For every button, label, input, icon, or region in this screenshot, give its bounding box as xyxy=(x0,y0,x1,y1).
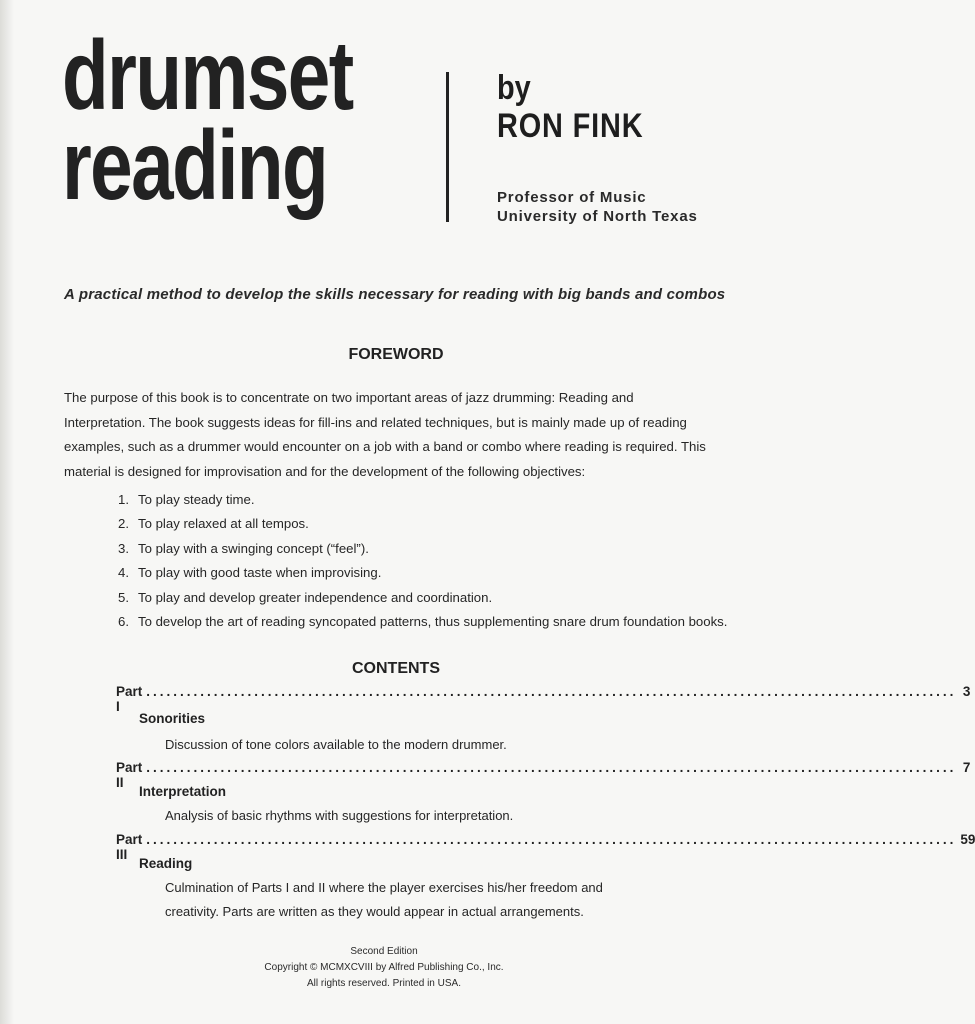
title-divider xyxy=(446,72,449,222)
copyright-footer xyxy=(0,944,768,992)
affiliation-title: Professor of Music xyxy=(497,189,647,206)
toc-subtitle: Sonorities xyxy=(139,711,206,726)
page-binding-shadow xyxy=(0,0,14,1024)
contents-heading: CONTENTS xyxy=(352,660,440,677)
toc-page-number: 7 xyxy=(962,760,971,775)
author-name: RON FINK xyxy=(497,107,644,145)
objective-number: 6. xyxy=(118,614,129,630)
title-line-2: reading xyxy=(62,110,328,220)
list-item xyxy=(118,512,727,536)
toc-subtitle: Reading xyxy=(139,856,193,871)
objective-text: To play and develop greater independence and coordination. xyxy=(138,589,493,605)
list-item xyxy=(118,586,727,610)
by-label: by xyxy=(497,69,531,107)
toc-leader-dots: ........................................................................................................................ xyxy=(146,832,957,847)
objective-text: To play steady time. xyxy=(138,492,255,507)
list-item xyxy=(118,488,727,512)
toc-page-number: 59 xyxy=(960,832,975,847)
title-line-1: drumset xyxy=(62,20,353,130)
book-subtitle: A practical method to develop the skills necessary for reading with big bands and combos xyxy=(64,286,726,303)
objective-number: 1. xyxy=(118,492,129,507)
toc-description-continued: creativity. Parts are written as they would appear in actual arrangements. xyxy=(165,904,584,919)
toc-part-label: Part III xyxy=(116,832,143,862)
toc-subtitle: Interpretation xyxy=(139,784,227,799)
objective-text: To play with good taste when improvising. xyxy=(138,565,382,581)
list-item xyxy=(118,561,727,585)
author-affiliation xyxy=(497,188,698,226)
affiliation-institution: University of North Texas xyxy=(497,208,698,225)
rights-text: All rights reserved. Printed in USA. xyxy=(307,978,461,989)
foreword-heading: FOREWORD xyxy=(348,346,444,363)
objective-text: To develop the art of reading syncopated patterns, thus supplementing snare drum foundation books. xyxy=(138,614,728,630)
toc-leader-dots: ........................................................................................................................ xyxy=(146,684,957,699)
toc-part-label: Part II xyxy=(116,760,143,790)
foreword-paragraph: The purpose of this book is to concentrate on two important areas of jazz drumming: Reading and Interpretation. The book suggests ideas for fill-ins and related techniques, but is mainly made up of reading examples, such as a drummer would encounter on a job with a band or combo where reading is required. This material is designed for improvisation and for the development of the following objectives: xyxy=(64,390,706,479)
objective-number: 3. xyxy=(118,540,129,556)
toc-page-number: 3 xyxy=(962,684,971,699)
objective-number: 4. xyxy=(118,565,129,581)
toc-entry-part-1[interactable] xyxy=(116,684,971,714)
objective-text: To play with a swinging concept (“feel”). xyxy=(138,540,369,556)
edition-text: Second Edition xyxy=(350,946,418,957)
copyright-text: Copyright © MCMXCVIII by Alfred Publishing Co., Inc. xyxy=(264,962,504,973)
objective-text: To play relaxed at all tempos. xyxy=(138,516,309,532)
toc-description: Culmination of Parts I and II where the player exercises his/her freedom and xyxy=(165,880,603,895)
toc-part-label: Part I xyxy=(116,684,143,714)
author-block xyxy=(497,70,669,146)
objectives-list xyxy=(118,488,727,634)
toc-description: Analysis of basic rhythms with suggestions for interpretation. xyxy=(165,808,514,823)
toc-entry-part-3[interactable] xyxy=(116,832,975,862)
list-item xyxy=(118,610,727,634)
objective-number: 5. xyxy=(118,589,129,605)
toc-leader-dots: ........................................................................................................................ xyxy=(146,760,957,775)
objective-number: 2. xyxy=(118,516,129,532)
list-item xyxy=(118,537,727,561)
toc-description: Discussion of tone colors available to the modern drummer. xyxy=(165,737,507,752)
book-title xyxy=(62,20,435,220)
